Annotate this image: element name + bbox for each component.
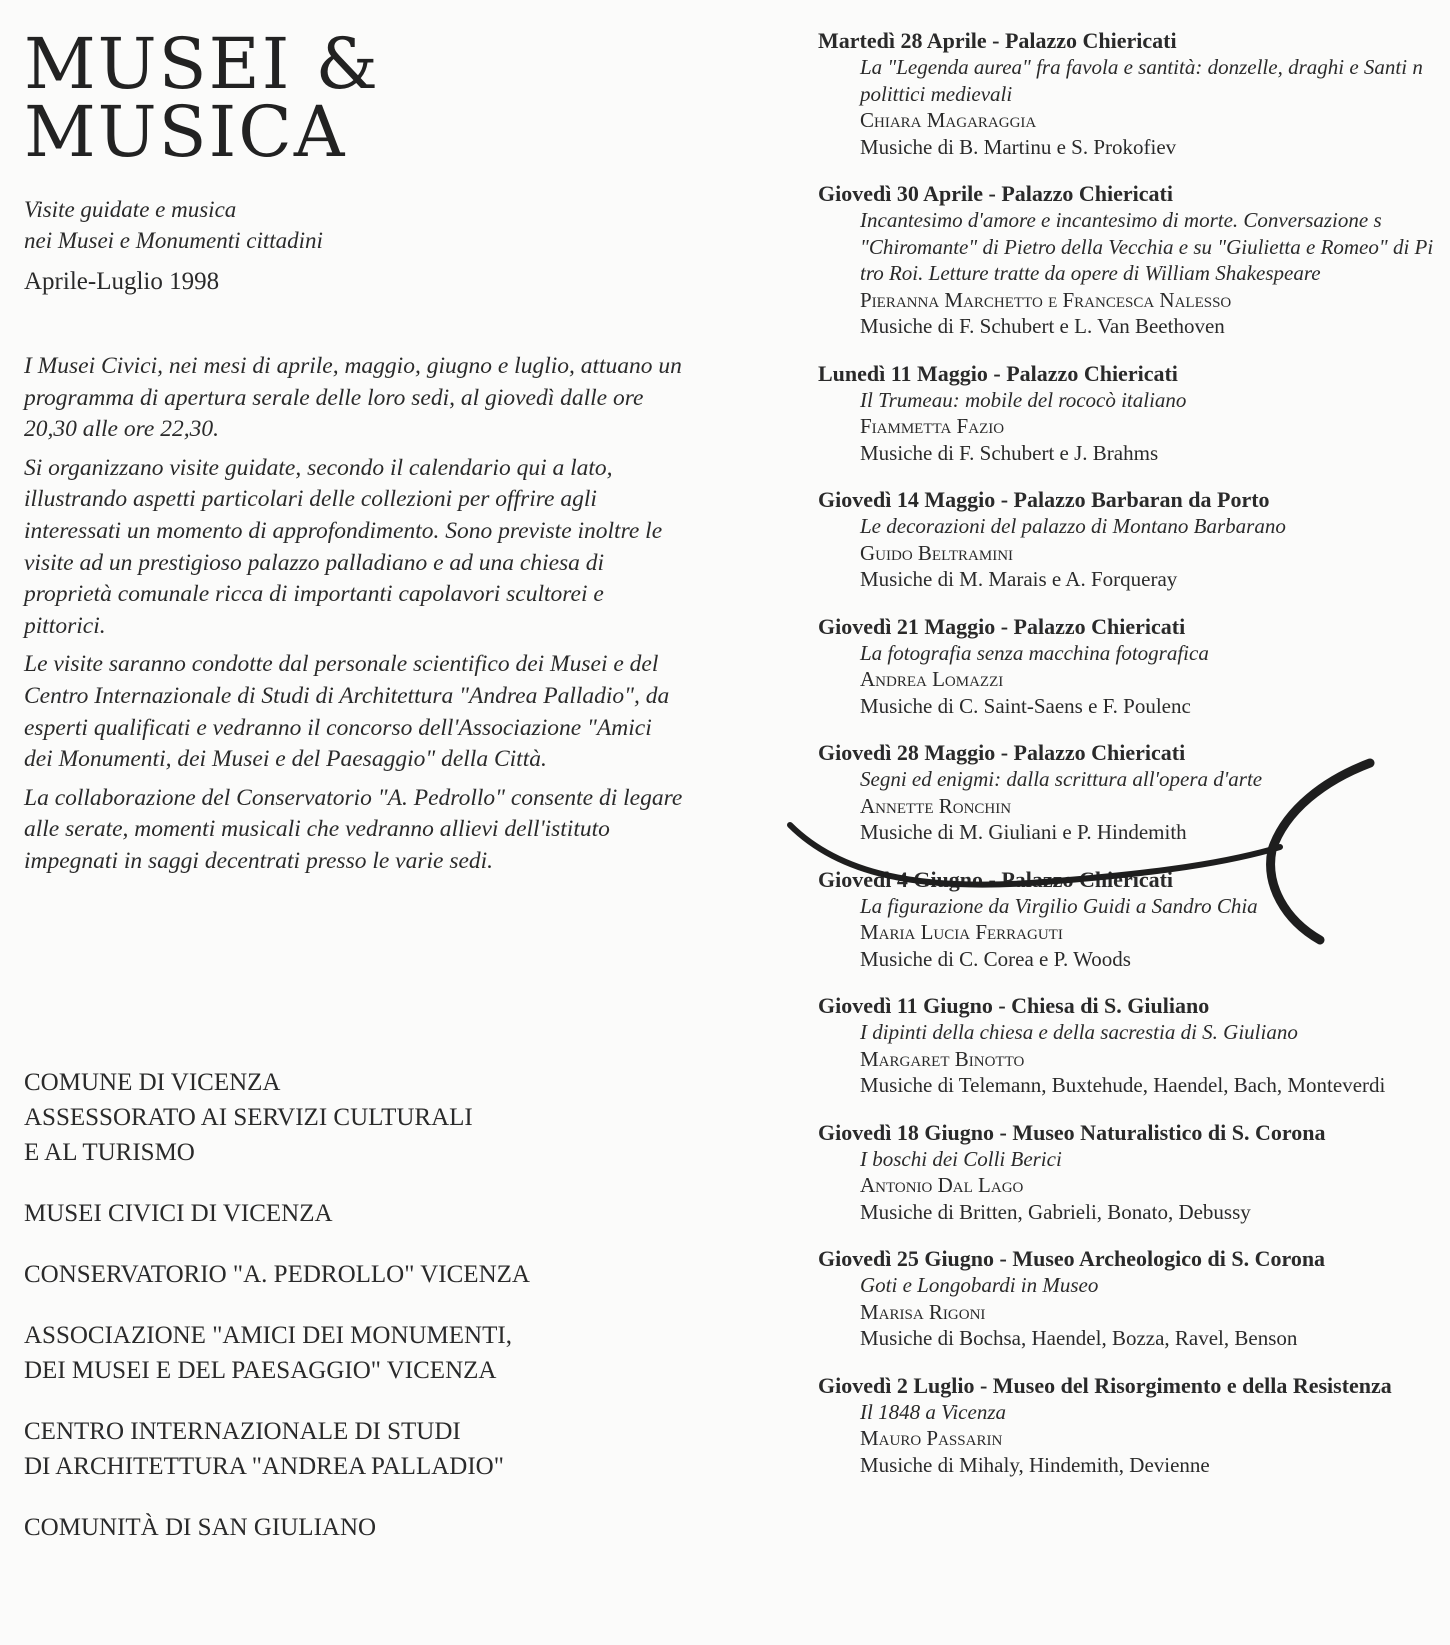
event-entry xyxy=(818,361,1450,467)
event-speaker: Margaret Binotto xyxy=(860,1046,1025,1071)
event-entry xyxy=(818,181,1450,340)
event-topic: La fotografia senza macchina fotografica xyxy=(860,640,1209,665)
left-column xyxy=(24,23,724,885)
intro-text xyxy=(24,351,684,878)
event-date-venue: Giovedì 28 Maggio - Palazzo Chiericati xyxy=(818,740,1186,765)
event-entry xyxy=(818,993,1450,1099)
event-speaker: Fiammetta Fazio xyxy=(860,414,1005,438)
event-music: Musiche di B. Martinu e S. Prokofiev xyxy=(860,134,1177,159)
event-music: Musiche di C. Saint-Saens e F. Poulenc xyxy=(860,693,1191,718)
event-topic: I dipinti della chiesa e della sacrestia di S. Giuliano xyxy=(860,1020,1298,1044)
title-line-2: MUSICA xyxy=(24,91,347,173)
event-speaker: Annette Ronchin xyxy=(860,793,1012,818)
organizer-item: CONSERVATORIO "A. PEDROLLO" VICENZA xyxy=(24,1261,530,1288)
subtitle-line-1: Visite guidate e musica xyxy=(24,197,237,222)
event-topic: Il Trumeau: mobile del rococò italiano xyxy=(860,387,1187,412)
event-music: Musiche di F. Schubert e J. Brahms xyxy=(860,440,1159,465)
date-range: Aprile-Luglio 1998 xyxy=(24,268,220,295)
event-speaker: Pieranna Marchetto e Francesca Nalesso xyxy=(860,287,1232,312)
event-speaker: Andrea Lomazzi xyxy=(860,667,1004,691)
event-topic: Goti e Longobardi in Museo xyxy=(860,1273,1099,1297)
event-entry xyxy=(818,867,1450,973)
title-line-1: MUSEI & xyxy=(24,23,380,105)
page-title xyxy=(24,23,724,173)
event-music: Musiche di M. Marais e A. Forqueray xyxy=(860,567,1178,591)
event-date-venue: Giovedì 4 Giugno - Palazzo Chiericati xyxy=(818,866,1174,892)
event-speaker: Chiara Magaraggia xyxy=(860,108,1037,132)
event-music: Musiche di Britten, Gabrieli, Bonato, Debussy xyxy=(860,1199,1251,1224)
event-date-venue: Giovedì 11 Giugno - Chiesa di S. Giuliano xyxy=(818,993,1210,1018)
event-date-venue: Martedì 28 Aprile - Palazzo Chiericati xyxy=(818,28,1177,53)
event-entry xyxy=(818,28,1450,160)
intro-paragraph: La collaborazione del Conservatorio "A. Pedrollo" consente di legare alle serate, momenti musicali che vedranno allievi dell'istituto impegnati in saggi decentrati presso le varie sedi. xyxy=(24,784,683,874)
intro-paragraph: Le visite saranno condotte dal personale scientifico dei Musei e del Centro Internazionale di Studi di Architettura "Andrea Palladio", da esperti qualificati e vedranno il concorso dell'Associazione "Amici dei Monumenti, dei Musei e del Paesaggio" della Città. xyxy=(24,651,670,773)
organizer-item: COMUNE DI VICENZA ASSESSORATO AI SERVIZI CULTURALI E AL TURISMO xyxy=(24,1069,473,1166)
organizer-item: MUSEI CIVICI DI VICENZA xyxy=(24,1200,333,1227)
subtitle xyxy=(24,194,724,256)
event-entry xyxy=(818,740,1450,846)
subtitle-line-2: nei Musei e Monumenti cittadini xyxy=(24,228,323,253)
event-music: Musiche di F. Schubert e L. Van Beethoven xyxy=(860,314,1225,338)
organizer-item: ASSOCIAZIONE "AMICI DEI MONUMENTI, DEI MUSEI E DEL PAESAGGIO" VICENZA xyxy=(24,1322,512,1384)
event-music: Musiche di Bochsa, Haendel, Bozza, Ravel, Benson xyxy=(860,1326,1298,1350)
event-music: Musiche di Telemann, Buxtehude, Haendel, Bach, Monteverdi xyxy=(860,1073,1386,1097)
organizers-list xyxy=(24,1065,724,1571)
event-speaker: Guido Beltramini xyxy=(860,540,1014,565)
event-speaker: Mauro Passarin xyxy=(860,1426,1003,1450)
event-topic: Le decorazioni del palazzo di Montano Barbarano xyxy=(860,514,1286,538)
event-date-venue: Giovedì 14 Maggio - Palazzo Barbaran da Porto xyxy=(818,487,1270,512)
event-entry xyxy=(818,614,1450,720)
event-topic: Il 1848 a Vicenza xyxy=(860,1399,1006,1424)
event-date-venue: Giovedì 21 Maggio - Palazzo Chiericati xyxy=(818,613,1186,639)
event-music: Musiche di Mihaly, Hindemith, Devienne xyxy=(860,1452,1210,1477)
event-date-venue: Giovedì 25 Giugno - Museo Archeologico di S. Corona xyxy=(818,1246,1326,1271)
event-entry xyxy=(818,1246,1450,1352)
event-topic: Incantesimo d'amore e incantesimo di morte. Conversazione s "Chiromante" di Pietro della Vecchia e su "Giulietta e Romeo" di Pi tro Roi. Letture tratte da opere di William Shakespeare xyxy=(860,208,1434,285)
event-calendar xyxy=(818,28,1450,1499)
event-speaker: Marisa Rigoni xyxy=(860,1299,986,1324)
event-date-venue: Giovedì 18 Giugno - Museo Naturalistico di S. Corona xyxy=(818,1119,1326,1145)
intro-paragraph: I Musei Civici, nei mesi di aprile, maggio, giugno e luglio, attuano un programma di apertura serale delle loro sedi, al giovedì dalle ore 20,30 alle ore 22,30. xyxy=(24,353,682,443)
event-entry xyxy=(818,487,1450,593)
organizer-item: COMUNITÀ DI SAN GIULIANO xyxy=(24,1514,377,1541)
event-entry xyxy=(818,1120,1450,1226)
event-music: Musiche di C. Corea e P. Woods xyxy=(860,946,1131,971)
event-speaker: Antonio Dal Lago xyxy=(860,1173,1024,1197)
event-date-venue: Lunedì 11 Maggio - Palazzo Chiericati xyxy=(818,360,1178,386)
event-topic: Segni ed enigmi: dalla scrittura all'opera d'arte xyxy=(860,767,1263,791)
event-music: Musiche di M. Giuliani e P. Hindemith xyxy=(860,820,1187,844)
event-entry xyxy=(818,1373,1450,1479)
event-date-venue: Giovedì 2 Luglio - Museo del Risorgimento e della Resistenza xyxy=(818,1372,1392,1398)
event-topic: La figurazione da Virgilio Guidi a Sandro Chia xyxy=(860,893,1258,918)
event-speaker: Maria Lucia Ferraguti xyxy=(860,920,1063,944)
event-topic: La "Legenda aurea" fra favola e santità: donzelle, draghi e Santi n polittici medievali xyxy=(860,55,1423,106)
organizer-item: CENTRO INTERNAZIONALE DI STUDI DI ARCHITETTURA "ANDREA PALLADIO" xyxy=(24,1418,504,1480)
intro-paragraph: Si organizzano visite guidate, secondo il calendario qui a lato, illustrando aspetti particolari delle collezioni per offrire agli interessati un momento di approfondimento. Sono previste inoltre le visite ad un prestigioso palazzo palladiano e ad una chiesa di proprietà comunale ricca di importanti capolavori scultorei e pittorici. xyxy=(24,454,663,639)
event-date-venue: Giovedì 30 Aprile - Palazzo Chiericati xyxy=(818,181,1173,206)
event-topic: I boschi dei Colli Berici xyxy=(860,1146,1062,1171)
